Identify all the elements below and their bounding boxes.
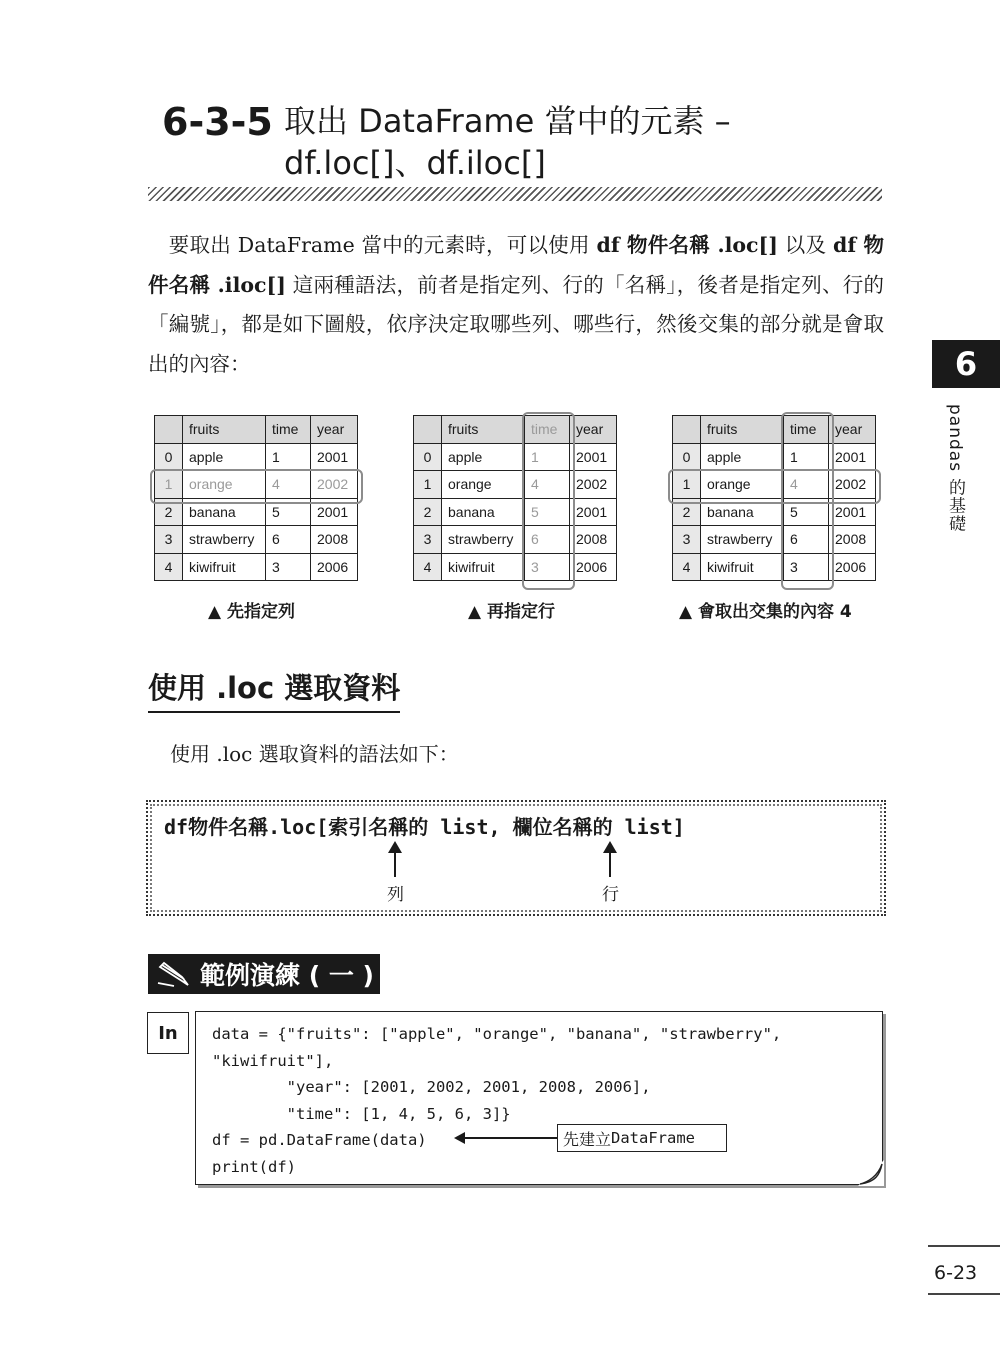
cell: strawberry bbox=[442, 526, 525, 554]
cell: 2001 bbox=[311, 498, 358, 526]
cell: 2002 bbox=[311, 471, 358, 499]
chapter-tab: 6 bbox=[932, 340, 1000, 388]
index-cell: 0 bbox=[673, 443, 701, 471]
cell: 5 bbox=[266, 498, 311, 526]
col-arrow bbox=[609, 851, 611, 877]
header-cell bbox=[414, 416, 442, 444]
cell: 5 bbox=[525, 498, 570, 526]
table-row bbox=[673, 526, 876, 554]
caption-select-row: ▲ 先指定列 bbox=[208, 602, 295, 622]
table-header-row bbox=[155, 416, 358, 444]
cell: 5 bbox=[784, 498, 829, 526]
cell: 2006 bbox=[311, 553, 358, 581]
row-highlight bbox=[668, 469, 881, 504]
cell: orange bbox=[442, 471, 525, 499]
table-row bbox=[414, 471, 617, 499]
header-cell: fruits bbox=[442, 416, 525, 444]
intro-iloc-syntax: df 物件名稱 .iloc[] bbox=[148, 233, 885, 297]
cell: 6 bbox=[784, 526, 829, 554]
syntax-code: df物件名稱.loc[索引名稱的 list, 欄位名稱的 list] bbox=[164, 815, 685, 839]
cell: 2001 bbox=[311, 443, 358, 471]
callout-text: 先建立 bbox=[563, 1129, 612, 1149]
index-cell: 4 bbox=[414, 553, 442, 581]
code-line: df = pd.DataFrame(data) bbox=[212, 1131, 427, 1149]
index-cell: 0 bbox=[414, 443, 442, 471]
callout-arrow bbox=[464, 1137, 557, 1139]
intro-text-1: 要取出 DataFrame 當中的元素時，可以使用 bbox=[168, 233, 597, 257]
table-col-select bbox=[413, 415, 617, 581]
cell: banana bbox=[701, 498, 784, 526]
intro-text-2: 以及 bbox=[777, 233, 833, 257]
code-line: "kiwifruit"], bbox=[212, 1051, 334, 1070]
column-highlight bbox=[522, 412, 575, 590]
table-row bbox=[414, 498, 617, 526]
index-cell: 2 bbox=[155, 498, 183, 526]
table-header-row bbox=[673, 416, 876, 444]
header-cell: time bbox=[784, 416, 829, 444]
index-cell: 4 bbox=[673, 553, 701, 581]
table-header-row bbox=[414, 416, 617, 444]
cell: 2001 bbox=[829, 498, 876, 526]
index-cell: 3 bbox=[414, 526, 442, 554]
row-label: 列 bbox=[387, 885, 404, 905]
cell: 2002 bbox=[829, 471, 876, 499]
code-block bbox=[212, 1021, 781, 1180]
header-cell bbox=[155, 416, 183, 444]
index-cell: 1 bbox=[673, 471, 701, 499]
cell: orange bbox=[183, 471, 266, 499]
cell: 6 bbox=[266, 526, 311, 554]
cell: 1 bbox=[784, 443, 829, 471]
cell: 2001 bbox=[570, 498, 617, 526]
cell: kiwifruit bbox=[183, 553, 266, 581]
section-title bbox=[284, 100, 731, 184]
example-title-bar bbox=[148, 954, 380, 994]
index-cell: 0 bbox=[155, 443, 183, 471]
cell: 3 bbox=[525, 553, 570, 581]
cell: 2006 bbox=[829, 553, 876, 581]
col-label: 行 bbox=[602, 885, 619, 905]
table-row bbox=[414, 443, 617, 471]
subsection-title: 使用 .loc 選取資料 bbox=[148, 666, 400, 713]
code-line: "year": [2001, 2002, 2001, 2008, 2006], bbox=[212, 1078, 651, 1096]
code-line: "time": [1, 4, 5, 6, 3]} bbox=[212, 1104, 511, 1123]
cell: 1 bbox=[525, 443, 570, 471]
cell: apple bbox=[183, 443, 266, 471]
header-cell: time bbox=[525, 416, 570, 444]
hatch-divider bbox=[148, 187, 882, 201]
cell: 2002 bbox=[570, 471, 617, 499]
callout-box bbox=[557, 1124, 727, 1152]
cell: orange bbox=[701, 471, 784, 499]
section-title-line2: df.loc[]、df.iloc[] bbox=[284, 144, 546, 182]
section-number: 6-3-5 bbox=[162, 100, 273, 144]
cell: 3 bbox=[784, 553, 829, 581]
input-label-box: In bbox=[147, 1012, 189, 1054]
intro-text-3: 這兩種語法，前者是指定列、行的「名稱」，後者是指定列、行的「編號」，都是如下圖般，依序決定取哪些列、哪些行，然後交集的部分就是會取出的內容： bbox=[148, 272, 885, 376]
page-number-rule-bottom bbox=[928, 1293, 1000, 1295]
pencil-icon bbox=[154, 959, 194, 989]
intersection-cell: 4 bbox=[784, 471, 829, 499]
callout-code: DataFrame bbox=[611, 1129, 696, 1147]
page-number-rule-top bbox=[928, 1245, 1000, 1247]
cell: banana bbox=[442, 498, 525, 526]
table-row bbox=[155, 526, 358, 554]
header-cell bbox=[673, 416, 701, 444]
code-line: print(df) bbox=[212, 1157, 296, 1176]
header-cell: fruits bbox=[183, 416, 266, 444]
intro-paragraph bbox=[148, 226, 884, 384]
page-number: 6-23 bbox=[934, 1262, 978, 1284]
cell: 2001 bbox=[829, 443, 876, 471]
table-row bbox=[414, 553, 617, 581]
cell: 2006 bbox=[570, 553, 617, 581]
page-curl-icon bbox=[858, 1160, 884, 1186]
section-title-line1: 取出 DataFrame 當中的元素 – bbox=[284, 102, 731, 140]
caption-intersection: ▲ 會取出交集的內容 4 bbox=[679, 602, 852, 622]
cell: banana bbox=[183, 498, 266, 526]
cell: strawberry bbox=[701, 526, 784, 554]
index-cell: 3 bbox=[673, 526, 701, 554]
index-cell: 3 bbox=[155, 526, 183, 554]
cell: apple bbox=[701, 443, 784, 471]
cell: 4 bbox=[266, 471, 311, 499]
header-cell: fruits bbox=[701, 416, 784, 444]
index-cell: 1 bbox=[155, 471, 183, 499]
table-row bbox=[155, 443, 358, 471]
table-row bbox=[673, 443, 876, 471]
table-row bbox=[673, 553, 876, 581]
header-cell: year bbox=[311, 416, 358, 444]
row-arrow bbox=[394, 851, 396, 877]
example-title: 範例演練 ( 一 ) bbox=[200, 961, 374, 990]
cell: 2001 bbox=[570, 443, 617, 471]
header-cell: year bbox=[570, 416, 617, 444]
table-row bbox=[155, 553, 358, 581]
cell: kiwifruit bbox=[701, 553, 784, 581]
cell: apple bbox=[442, 443, 525, 471]
index-cell: 2 bbox=[414, 498, 442, 526]
index-cell: 2 bbox=[673, 498, 701, 526]
intro-loc-syntax: df 物件名稱 .loc[] bbox=[596, 233, 778, 257]
cell: 1 bbox=[266, 443, 311, 471]
cell: 2008 bbox=[829, 526, 876, 554]
code-line: data = {"fruits": ["apple", "orange", "banana", "strawberry", bbox=[212, 1025, 782, 1043]
cell: kiwifruit bbox=[442, 553, 525, 581]
chapter-side-label: pandas 的基礎 bbox=[945, 404, 965, 533]
subsection-desc: 使用 .loc 選取資料的語法如下： bbox=[170, 742, 459, 766]
cell: 3 bbox=[266, 553, 311, 581]
header-cell: time bbox=[266, 416, 311, 444]
index-cell: 4 bbox=[155, 553, 183, 581]
table-row bbox=[414, 526, 617, 554]
row-highlight bbox=[150, 469, 363, 504]
header-cell: year bbox=[829, 416, 876, 444]
cell: strawberry bbox=[183, 526, 266, 554]
cell: 6 bbox=[525, 526, 570, 554]
index-cell: 1 bbox=[414, 471, 442, 499]
cell: 4 bbox=[525, 471, 570, 499]
cell: 2008 bbox=[570, 526, 617, 554]
column-highlight bbox=[781, 412, 834, 590]
cell: 2008 bbox=[311, 526, 358, 554]
caption-select-col: ▲ 再指定行 bbox=[468, 602, 555, 622]
